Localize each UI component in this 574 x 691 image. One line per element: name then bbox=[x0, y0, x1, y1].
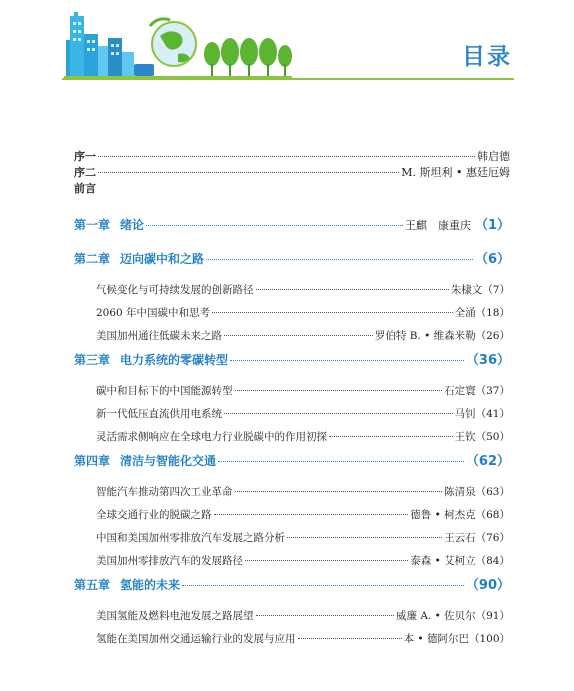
leader-dots bbox=[212, 312, 453, 313]
chapter-number: 第二章 bbox=[74, 252, 111, 266]
city-globe-trees-logo bbox=[62, 12, 294, 80]
article-author: 全涌 bbox=[454, 307, 476, 319]
article-title: 碳中和目标下的中国能源转型 bbox=[96, 385, 233, 397]
article-author: 马钊 bbox=[454, 408, 476, 420]
article-author: 王云石 bbox=[444, 532, 476, 544]
chapter-entry[interactable] bbox=[74, 451, 510, 471]
chapter-page: （62） bbox=[465, 454, 510, 469]
leader-dots bbox=[98, 156, 475, 157]
leader-dots bbox=[224, 413, 453, 414]
chapter-entry[interactable] bbox=[74, 249, 510, 269]
article-entry[interactable] bbox=[74, 550, 510, 573]
article-page: （84） bbox=[475, 555, 510, 567]
chapter-number: 第一章 bbox=[74, 218, 111, 232]
leader-dots bbox=[235, 390, 443, 391]
header-divider bbox=[62, 78, 514, 80]
article-page: （26） bbox=[475, 330, 510, 342]
chapter-author: 王麒 康重庆 bbox=[404, 219, 471, 232]
front-matter-author: M. 斯坦利 • 惠廷厄姆 bbox=[401, 166, 510, 179]
article-title: 全球交通行业的脱碳之路 bbox=[96, 509, 212, 521]
article-title: 美国加州通往低碳未来之路 bbox=[96, 330, 222, 342]
chapter-number: 第四章 bbox=[74, 454, 111, 468]
chapter-title: 氢能的未来 bbox=[120, 578, 181, 592]
article-title: 中国和美国加州零排放汽车发展之路分析 bbox=[96, 532, 285, 544]
leader-dots bbox=[298, 638, 402, 639]
leader-dots bbox=[329, 436, 453, 437]
leader-dots bbox=[256, 615, 394, 616]
chapter-entry[interactable] bbox=[74, 575, 510, 595]
leader-dots bbox=[206, 259, 473, 260]
article-title: 美国氢能及燃料电池发展之路展望 bbox=[96, 610, 254, 622]
leader-dots bbox=[182, 585, 464, 586]
front-matter-item[interactable] bbox=[74, 181, 510, 197]
article-page: （18） bbox=[475, 307, 510, 319]
article-title: 智能汽车推动第四次工业革命 bbox=[96, 486, 233, 498]
leader-dots bbox=[98, 172, 399, 173]
article-entry[interactable] bbox=[74, 628, 510, 651]
article-entry[interactable] bbox=[74, 403, 510, 426]
leader-dots bbox=[214, 514, 409, 515]
leader-dots bbox=[224, 335, 373, 336]
article-entry[interactable] bbox=[74, 279, 510, 302]
article-author: 王钦 bbox=[454, 431, 476, 443]
article-entry[interactable] bbox=[74, 380, 510, 403]
front-matter-item[interactable] bbox=[74, 149, 510, 165]
article-title: 美国加州零排放汽车的发展路径 bbox=[96, 555, 243, 567]
article-entry[interactable] bbox=[74, 605, 510, 628]
article-page: （76） bbox=[475, 532, 510, 544]
article-entry[interactable] bbox=[74, 504, 510, 527]
article-entry[interactable] bbox=[74, 527, 510, 550]
table-of-contents bbox=[74, 149, 510, 653]
article-page: （68） bbox=[475, 509, 510, 521]
article-author: 德鲁 • 柯杰克 bbox=[410, 509, 476, 521]
front-matter-author: 韩启德 bbox=[477, 150, 510, 163]
article-page: （63） bbox=[475, 486, 510, 498]
article-author: 泰森 • 艾柯立 bbox=[410, 555, 476, 567]
chapter-page: （90） bbox=[465, 578, 510, 593]
leader-dots bbox=[230, 360, 464, 361]
chapter-page: （36） bbox=[465, 353, 510, 368]
article-author: 罗伯特 B. • 维森米勒 bbox=[374, 330, 476, 342]
article-title: 氢能在美国加州交通运输行业的发展与应用 bbox=[96, 633, 296, 645]
article-author: 本 • 德阿尔巴 bbox=[403, 633, 469, 645]
chapter-title: 迈向碳中和之路 bbox=[120, 252, 205, 266]
article-entry[interactable] bbox=[74, 481, 510, 504]
chapter-title: 绪论 bbox=[120, 218, 145, 232]
front-matter-title: 序二 bbox=[74, 166, 96, 179]
article-title: 气候变化与可持续发展的创新路径 bbox=[96, 284, 254, 296]
page-title: 目录 bbox=[462, 44, 512, 70]
article-entry[interactable] bbox=[74, 426, 510, 449]
article-title: 灵活需求侧响应在全球电力行业脱碳中的作用初探 bbox=[96, 431, 327, 443]
article-page: （37） bbox=[475, 385, 510, 397]
leader-dots bbox=[146, 225, 403, 226]
article-page: （50） bbox=[475, 431, 510, 443]
article-author: 陈清泉 bbox=[444, 486, 476, 498]
article-author: 石定寰 bbox=[444, 385, 476, 397]
chapter-number: 第五章 bbox=[74, 578, 111, 592]
article-title: 新一代低压直流供用电系统 bbox=[96, 408, 222, 420]
chapter-list bbox=[74, 215, 510, 653]
chapter-entry[interactable] bbox=[74, 215, 510, 235]
front-matter-item[interactable] bbox=[74, 165, 510, 181]
leader-dots bbox=[256, 289, 449, 290]
chapter-title: 清洁与智能化交通 bbox=[120, 454, 217, 468]
chapter-page: （1） bbox=[474, 218, 510, 233]
chapter-entry[interactable] bbox=[74, 350, 510, 370]
leader-dots bbox=[218, 461, 464, 462]
front-matter-title: 序一 bbox=[74, 150, 96, 163]
chapter-page: （6） bbox=[474, 252, 510, 267]
article-title: 2060 年中国碳中和思考 bbox=[96, 307, 211, 319]
chapter-title: 电力系统的零碳转型 bbox=[120, 353, 229, 367]
front-matter-title: 前言 bbox=[74, 182, 96, 195]
chapter-number: 第三章 bbox=[74, 353, 111, 367]
leader-dots bbox=[245, 560, 408, 561]
article-page: （100） bbox=[468, 633, 510, 645]
article-author: 威廉 A. • 佐贝尔 bbox=[395, 610, 476, 622]
article-entry[interactable] bbox=[74, 325, 510, 348]
article-page: （41） bbox=[475, 408, 510, 420]
article-entry[interactable] bbox=[74, 302, 510, 325]
leader-dots bbox=[235, 491, 443, 492]
leader-dots bbox=[287, 537, 442, 538]
article-page: （7） bbox=[482, 284, 510, 296]
article-author: 朱棣文 bbox=[450, 284, 483, 296]
page-header bbox=[0, 0, 574, 90]
article-page: （91） bbox=[475, 610, 510, 622]
